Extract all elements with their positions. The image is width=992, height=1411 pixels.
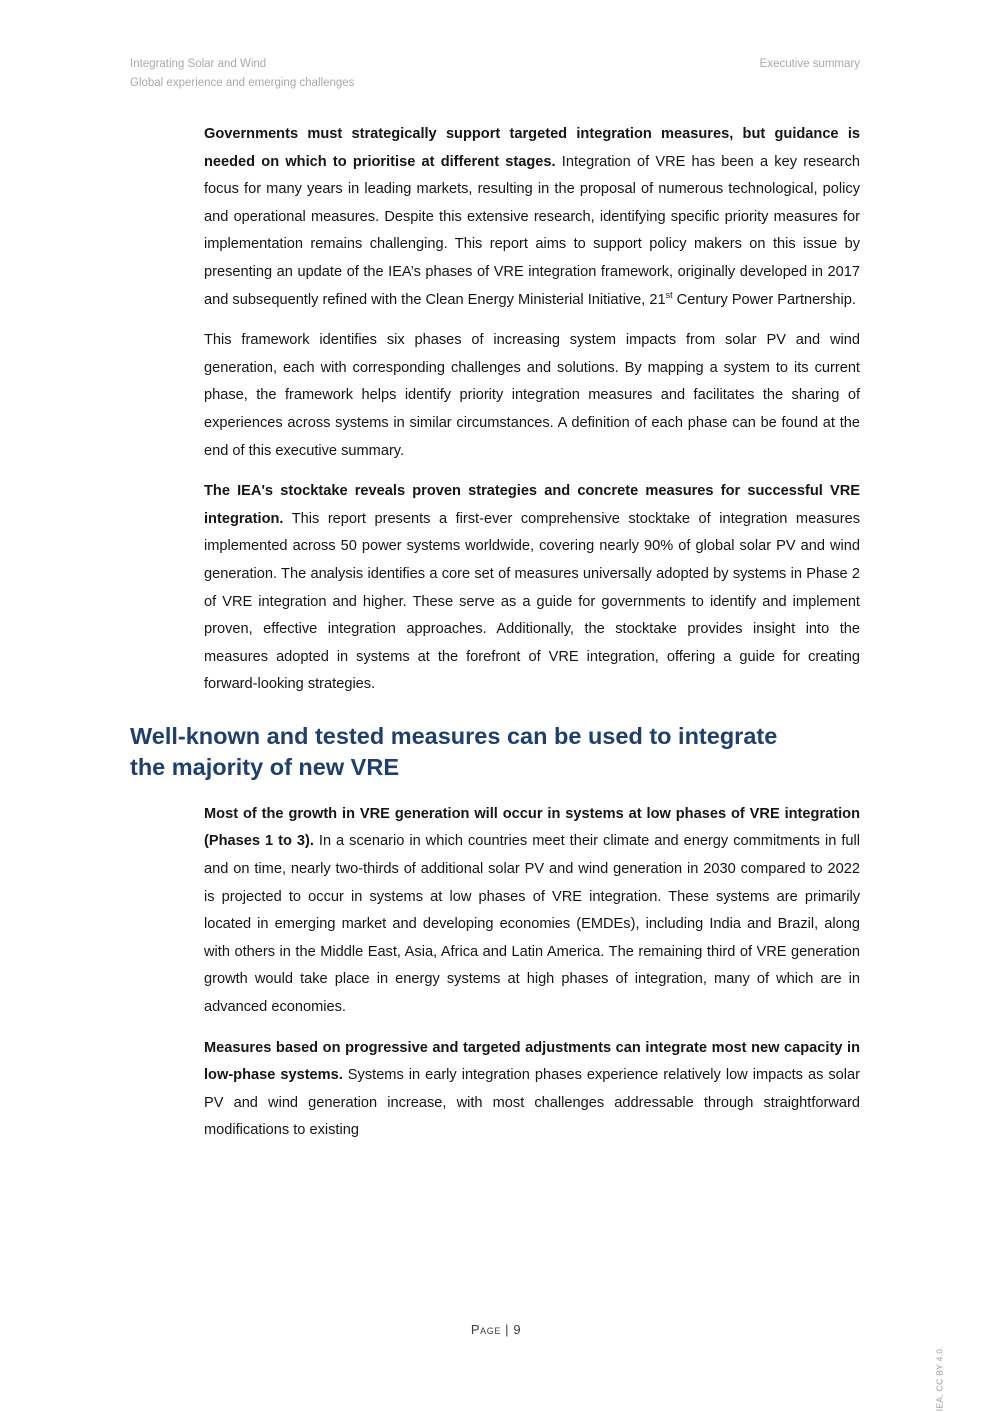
paragraph-lead: Governments must strategically support targeted integration measures, but guidance is needed on which to prioritise at different stages.: [204, 126, 860, 170]
paragraph-lead: The IEA's stocktake reveals proven strategies and concrete measures for successful VRE integration.: [204, 483, 860, 527]
paragraph-governments-support: [204, 121, 860, 314]
paragraph-text: Century Power Partnership.: [672, 291, 856, 308]
report-title: [130, 55, 354, 93]
page-header: [130, 55, 860, 93]
paragraph-framework-phases: [204, 327, 860, 465]
license-side-note: IEA. CC BY 4.0.: [934, 1346, 944, 1411]
paragraph-progressive-measures: [204, 1035, 860, 1145]
paragraph-vre-growth: [204, 801, 860, 1022]
paragraph-text: In a scenario in which countries meet their climate and energy commitments in full and on time, nearly two-thirds of additional solar PV and wind generation in 2030 compared to 2022 is projected to occur in systems at low phases of VRE integration. These systems are primarily located in emerging market and developing economies (EMDEs), including India and Brazil, along with others in the Middle East, Asia, Africa and Latin America. The remaining third of VRE generation growth would take place in energy systems at high phases of integration, many of which are in advanced economies.: [204, 833, 860, 1016]
document-body: [130, 121, 860, 1158]
page-number: Page | 9: [470, 1322, 522, 1337]
paragraph-iea-stocktake: [204, 478, 860, 699]
chapter-label: Executive summary: [759, 58, 860, 70]
paragraph-text: Systems in early integration phases experience relatively low impacts as solar PV and wind generation increase, with most challenges addressable through straightforward modifications to existing: [204, 1067, 860, 1139]
paragraph-text: This report presents a first-ever comprehensive stocktake of integration measures implemented across 50 power systems worldwide, covering nearly 90% of global solar PV and wind generation. The analysis identifies a core set of measures universally adopted by systems in Phase 2 of VRE integration and higher. These serve as a guide for governments to identify and implement proven, effective integration approaches. Additionally, the stocktake provides insight into the measures adopted in systems at the forefront of VRE integration, offering a guide for creating forward-looking strategies.: [204, 510, 860, 693]
section-heading: Well-known and tested measures can be used to integrate the majority of new VRE: [130, 722, 778, 781]
paragraph-text: This framework identifies six phases of increasing system impacts from solar PV and wind generation, each with corresponding challenges and solutions. By mapping a system to its current phase, the framework helps identify priority integration measures and facilitates the sharing of experiences across systems in similar circumstances. A definition of each phase can be found at the end of this executive summary.: [204, 332, 860, 459]
paragraph-lead: Most of the growth in VRE generation will occur in systems at low phases of VRE integration (Phases 1 to 3).: [204, 805, 860, 850]
paragraph-lead: Measures based on progressive and targeted adjustments can integrate most new capacity in low-phase systems.: [204, 1039, 860, 1084]
paragraph-text: Integration of VRE has been a key research focus for many years in leading markets, resulting in the proposal of numerous technological, policy and operational measures. Despite this extensive research, identifying specific priority measures for implementation remains challenging. This report aims to support policy makers on this issue by presenting an update of the IEA’s phases of VRE integration framework, originally developed in 2017 and subsequently refined with the Clean Energy Ministerial Initiative, 21: [204, 153, 860, 308]
superscript-st: st: [665, 289, 673, 300]
report-title-line2: Global experience and emerging challenges: [130, 77, 355, 89]
report-title-line1: Integrating Solar and Wind: [130, 58, 267, 70]
